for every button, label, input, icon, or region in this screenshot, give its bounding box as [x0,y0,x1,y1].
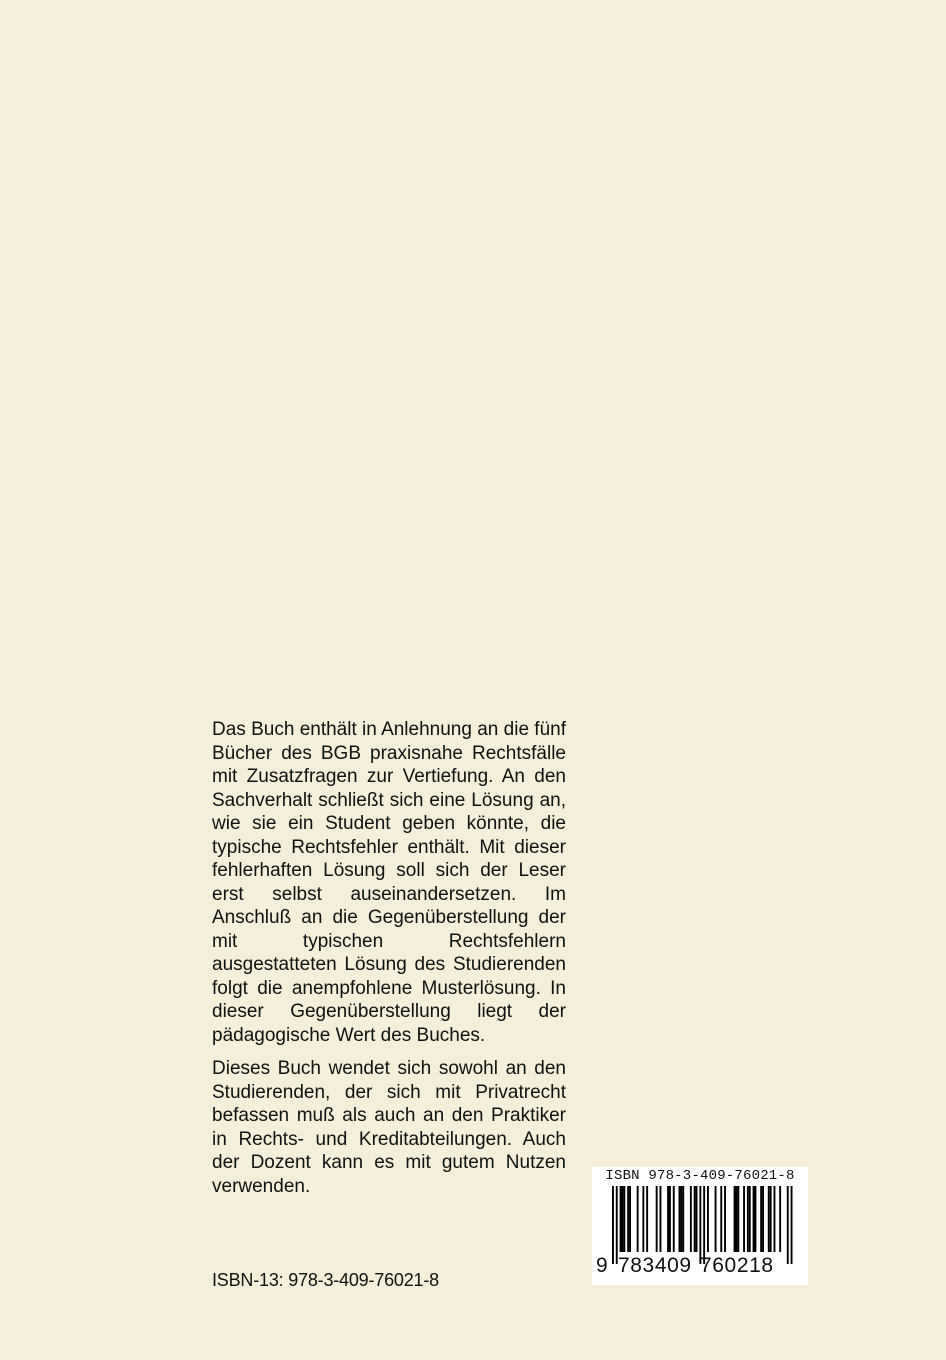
barcode-bar [696,1186,698,1252]
blurb-paragraph-2: Dieses Buch wendet sich sowohl an den Studierenden, der sich mit Privatrecht befassen muß als auch an den Praktiker in Rechts- und Kreditabteilungen. Auch der Dozent kann es mit gutem Nutzen verwenden. [212,1058,566,1197]
barcode-bar [724,1186,726,1252]
barcode-bar [667,1186,669,1252]
barcode-bar [620,1186,622,1252]
barcode-right-group: 760218 [700,1254,774,1277]
barcode-bar [787,1186,789,1264]
barcode-bar [623,1186,625,1252]
barcode-isbn-text: ISBN 978-3-409-76021-8 [605,1168,795,1184]
barcode-bar [753,1186,755,1252]
barcode-bar [770,1186,772,1252]
barcode-bar [791,1186,793,1264]
barcode-bar [612,1186,614,1264]
isbn-13-label: ISBN-13: 978-3-409-76021-8 [212,1270,439,1290]
back-cover-blurb [212,718,566,1198]
barcode-bar [682,1186,684,1252]
barcode-bar [749,1186,751,1252]
barcode-first-digit: 9 [596,1254,608,1277]
barcode-bar [762,1186,764,1252]
barcode-bar [699,1186,701,1264]
barcode-bar [629,1186,631,1252]
barcode-bar [774,1186,776,1252]
barcode-bar [627,1186,629,1252]
blurb-paragraph-1: Das Buch enthält in Anlehnung an die fünf Bücher des BGB praxisnahe Rechtsfälle mit Zusatzfragen zur Vertiefung. An den Sachverhalt schließt sich eine Lösung an, wie sie ein Student geben könnte, die typische Rechtsfehler enthält. Mit dieser fehlerhaften Lösung soll sich der Leser erst selbst auseinandersetzen. Im Anschluß an die Gegenüberstellung der mit typischen Rechtsfehlern ausgestatteten Lösung des Studierenden folgt die anempfohlene Musterlösung. In dieser Gegenüberstellung liegt der pädagogische Wert des Buches. [212,719,566,1046]
barcode-bar [737,1186,739,1252]
barcode-bar [616,1186,618,1264]
barcode-bar [679,1186,681,1252]
barcode-bar [736,1186,738,1252]
barcode-bar [703,1186,705,1264]
barcode-bar [743,1186,745,1252]
barcode-bar [720,1186,722,1252]
barcode-bar [734,1186,736,1252]
barcode-bar [642,1186,644,1252]
barcode-bar [747,1186,749,1252]
barcode-bar [646,1186,648,1252]
barcode-bar [694,1186,696,1252]
barcode-bar [673,1186,675,1252]
barcode-bar [690,1186,692,1252]
barcode-bar [656,1186,658,1252]
barcode-bar [715,1186,717,1252]
barcode-bar [707,1186,709,1252]
barcode-bar [669,1186,671,1252]
barcode-bar [622,1186,624,1252]
barcode-bar [680,1186,682,1252]
barcode-bar [768,1186,770,1252]
barcode-bar [779,1186,781,1252]
barcode-bar [637,1186,639,1252]
isbn-barcode [592,1167,808,1285]
barcode-bar [760,1186,762,1252]
barcode-bar [660,1186,662,1252]
barcode-bar [755,1186,757,1252]
barcode-left-group: 783409 [618,1254,692,1277]
